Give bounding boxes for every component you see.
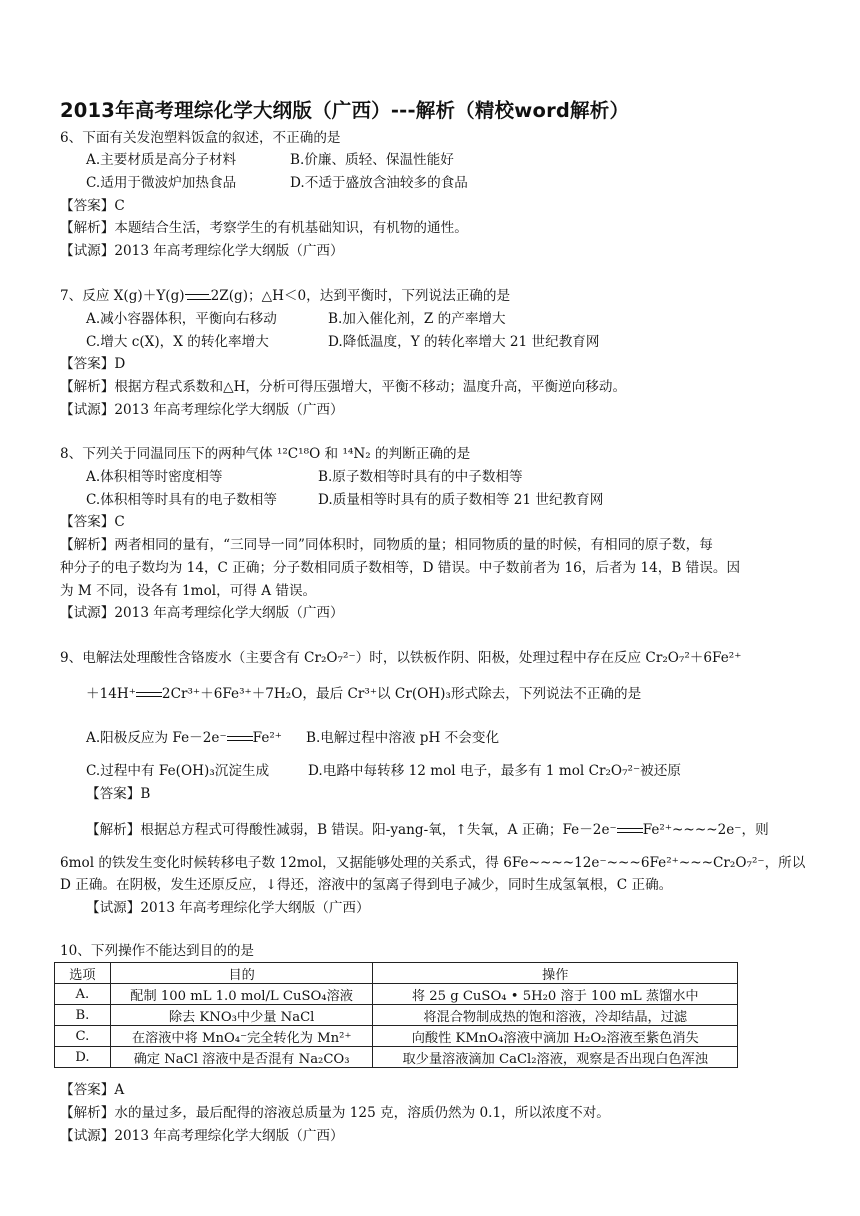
q8-analysis-line-3: 为 M 不同，设各有 1mol，可得 A 错误。 — [60, 583, 317, 599]
q9-stem2-post: 2Cr³⁺＋6Fe³⁺＋7H₂O，最后 Cr³⁺以 Cr(OH)₃形式除去，下列说法不正确的是 — [161, 686, 642, 702]
q9-stem-line-1: 9、电解法处理酸性含铬废水（主要含有 Cr₂O₇²⁻）时，以铁板作阴、阳极，处理过程中存在反应 Cr₂O₇²＋6Fe²⁺ — [60, 650, 742, 666]
q6-option-c: C.适用于微波炉加热食品 — [86, 175, 237, 191]
q9-option-a-pre: A.阳极反应为 Fe－2e⁻ — [86, 730, 227, 746]
q10-source: 【试源】2013 年高考理综化学大纲版（广西） — [60, 1128, 344, 1144]
page-title: 2013年高考理综化学大纲版（广西）---解析（精校word解析） — [60, 99, 630, 122]
q9-answer: 【答案】B — [86, 786, 151, 802]
q6-option-b: B.价廉、质轻、保温性能好 — [290, 152, 454, 168]
q6-option-d: D.不适于盛放含油较多的食品 — [290, 175, 468, 191]
q7-option-a: A.减小容器体积，平衡向右移动 — [86, 311, 277, 327]
q9-source: 【试源】2013 年高考理综化学大纲版（广西） — [86, 900, 370, 916]
q9-analysis-line-3: D 正确。在阴极，发生还原反应，↓得还，溶液中的氢离子得到电子减少，同时生成氢氧根，C 正确。 — [60, 877, 673, 893]
q10-analysis: 【解析】水的量过多，最后配得的溶液总质量为 125 克，溶质仍然为 0.1，所以浓度不对。 — [60, 1105, 610, 1121]
table-row — [55, 984, 738, 1005]
q7-stem-pre: 7、反应 X(g)＋Y(g) — [60, 288, 185, 304]
q10-answer: 【答案】A — [60, 1082, 125, 1098]
q10-stem: 10、下列操作不能达到目的的是 — [60, 943, 255, 959]
q7-source: 【试源】2013 年高考理综化学大纲版（广西） — [60, 402, 344, 418]
q6-source: 【试源】2013 年高考理综化学大纲版（广西） — [60, 243, 344, 259]
q9-analysis-line-1 — [86, 821, 769, 839]
q6-option-a: A.主要材质是高分子材料 — [86, 152, 237, 168]
q9-stem-line-2 — [86, 685, 641, 703]
table-cell: D. — [55, 1047, 111, 1068]
table-cell: A. — [55, 984, 111, 1005]
table-cell: 配制 100 mL 1.0 mol/L CuSO₄溶液 — [110, 984, 373, 1005]
table-cell: 将 25 g CuSO₄ • 5H₂0 溶于 100 mL 蒸馏水中 — [373, 984, 738, 1005]
q6-stem: 6、下面有关发泡塑料饭盒的叙述，不正确的是 — [60, 130, 341, 146]
table-header-operation: 操作 — [373, 963, 738, 984]
q9-stem2-pre: ＋14H⁺ — [86, 686, 136, 702]
q8-option-d: D.质量相等时具有的质子数相等 21 世纪教育网 — [318, 492, 604, 508]
q8-answer: 【答案】C — [60, 514, 125, 530]
table-cell: B. — [55, 1005, 111, 1026]
table-cell: 取少量溶液滴加 CaCl₂溶液，观察是否出现白色浑浊 — [373, 1047, 738, 1068]
table-header-option: 选项 — [55, 963, 111, 984]
q7-stem — [60, 287, 510, 305]
q7-answer: 【答案】D — [60, 356, 126, 372]
q7-analysis: 【解析】根据方程式系数和△H，分析可得压强增大，平衡不移动；温度升高，平衡逆向移动。 — [60, 379, 627, 395]
q8-option-b: B.原子数相等时具有的中子数相等 — [318, 469, 523, 485]
equals-sign-icon — [227, 734, 253, 744]
q7-option-b: B.加入催化剂，Z 的产率增大 — [328, 311, 506, 327]
q7-option-d: D.降低温度，Y 的转化率增大 21 世纪教育网 — [328, 334, 600, 350]
q9-option-a — [86, 729, 282, 747]
operations-table — [54, 962, 738, 1068]
table-header-purpose: 目的 — [110, 963, 373, 984]
q9-analysis1-pre: 【解析】根据总方程式可得酸性减弱，B 错误。阳-yang-氧，↑失氧，A 正确；Fe－2e⁻ — [86, 822, 617, 838]
q6-answer: 【答案】C — [60, 198, 125, 214]
q9-option-a-post: Fe²⁺ — [252, 730, 282, 746]
q7-option-c: C.增大 c(X)，X 的转化率增大 — [86, 334, 269, 350]
q8-option-a: A.体积相等时密度相等 — [86, 469, 223, 485]
q9-option-b: B.电解过程中溶液 pH 不会变化 — [306, 730, 500, 746]
equals-sign-icon — [617, 826, 643, 836]
table-header-row — [55, 963, 738, 984]
q6-analysis: 【解析】本题结合生活，考察学生的有机基础知识，有机物的通性。 — [60, 220, 468, 236]
table-cell: 在溶液中将 MnO₄⁻完全转化为 Mn²⁺ — [110, 1026, 373, 1047]
q8-option-c: C.体积相等时具有的电子数相等 — [86, 492, 277, 508]
table-cell: C. — [55, 1026, 111, 1047]
q7-stem-post: 2Z(g)；△H＜0，达到平衡时，下列说法正确的是 — [210, 288, 511, 304]
q9-analysis1-post: Fe²⁺~~~~2e⁻，则 — [642, 822, 769, 838]
table-row — [55, 1026, 738, 1047]
table-cell: 将混合物制成热的饱和溶液，冷却结晶，过滤 — [373, 1005, 738, 1026]
table-row — [55, 1005, 738, 1026]
q9-analysis-line-2: 6mol 的铁发生变化时候转移电子数 12mol，又据能够处理的关系式，得 6Fe~~~~12e⁻~~~6Fe²⁺~~~Cr₂O₇²⁻，所以 — [60, 855, 806, 871]
table-cell: 确定 NaCl 溶液中是否混有 Na₂CO₃ — [110, 1047, 373, 1068]
equals-sign-icon — [136, 690, 162, 700]
q8-analysis-line-2: 种分子的电子数均为 14，C 正确；分子数相同质子数相等，D 错误。中子数前者为 16，后者为 14，B 错误。因 — [60, 560, 741, 576]
q8-stem: 8、下列关于同温同压下的两种气体 ¹²C¹⁸O 和 ¹⁴N₂ 的判断正确的是 — [60, 446, 471, 462]
q8-analysis-line-1: 【解析】两者相同的量有，“三同导一同”同体积时，同物质的量；相同物质的量的时候，有相同的原子数，每 — [60, 537, 713, 553]
equilibrium-arrow-icon — [185, 292, 211, 302]
q8-source: 【试源】2013 年高考理综化学大纲版（广西） — [60, 605, 344, 621]
table-cell: 除去 KNO₃中少量 NaCl — [110, 1005, 373, 1026]
table-row — [55, 1047, 738, 1068]
q9-option-c: C.过程中有 Fe(OH)₃沉淀生成 — [86, 763, 270, 779]
q9-option-d: D.电路中每转移 12 mol 电子，最多有 1 mol Cr₂O₇²⁻被还原 — [308, 763, 681, 779]
table-cell: 向酸性 KMnO₄溶液中滴加 H₂O₂溶液至紫色消失 — [373, 1026, 738, 1047]
